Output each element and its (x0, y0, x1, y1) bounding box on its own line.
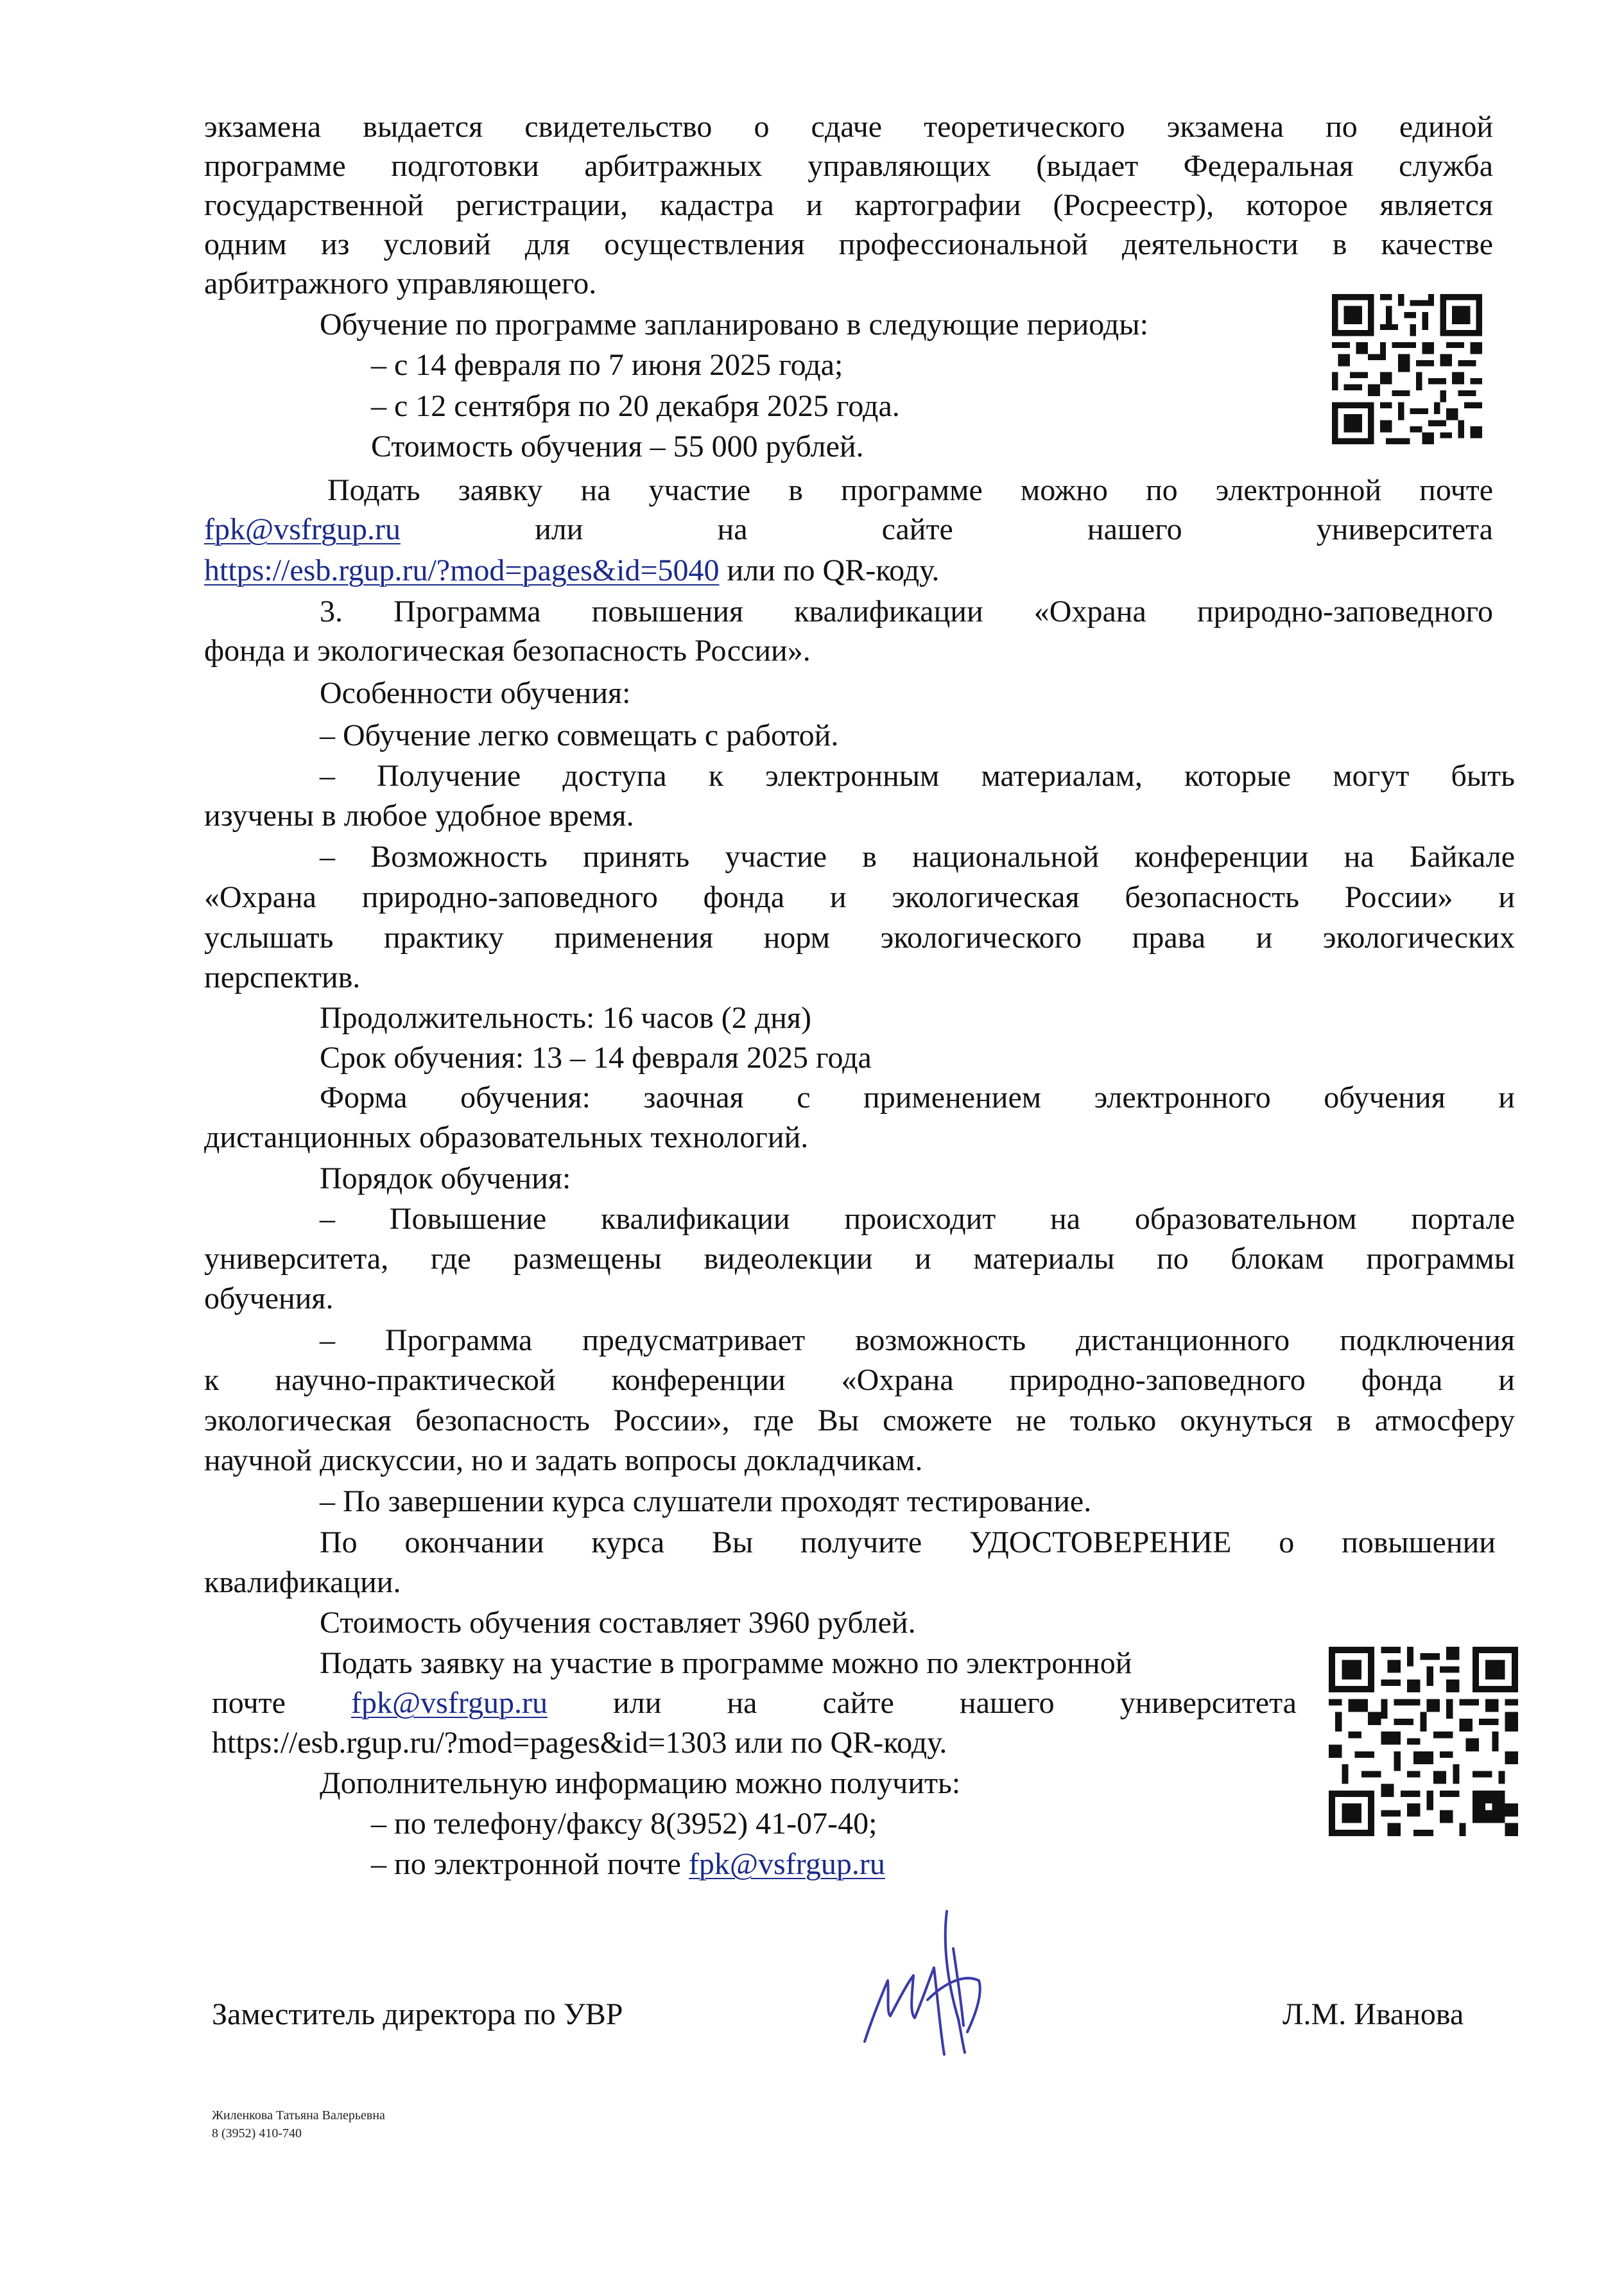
apply-word: на (727, 1686, 757, 1720)
form: Форма обучения: заочная с применением электронного обучения и (320, 1081, 1515, 1115)
program-title: 3. Программа повышения квалификации «Охрана природно-заповедного (320, 595, 1493, 629)
qr-code-icon[interactable] (1329, 1647, 1518, 1836)
program-cost: Стоимость обучения составляет 3960 рублей. (320, 1606, 916, 1640)
apply-word: или (535, 512, 583, 546)
apply-tail: или по QR-коду. (719, 553, 940, 587)
contact-email-prefix: – по электронной почте (371, 1847, 689, 1881)
program-title: фонда и экологическая безопасность России». (204, 634, 811, 668)
order-item: экологическая безопасность России», где Вы сможете не только окунуться в атмосферу (204, 1403, 1515, 1437)
features-heading: Особенности обучения: (320, 676, 631, 710)
order-item: – Повышение квалификации происходит на образовательном портале (320, 1202, 1515, 1236)
signatory-position: Заместитель директора по УВР (212, 1997, 623, 2031)
contact-email-line (371, 1846, 885, 1882)
apply-word: университета (1316, 512, 1493, 546)
periods-intro: Обучение по программе запланировано в следующие периоды: (320, 308, 1148, 342)
term: Срок обучения: 13 – 14 февраля 2025 года (320, 1041, 872, 1075)
qr-code-graphic (1332, 294, 1482, 444)
order-item: – По завершении курса слушатели проходят тестирование. (320, 1484, 1092, 1518)
feature-item: перспектив. (204, 960, 361, 994)
apply-line: Подать заявку на участие в программе можно по электронной (320, 1646, 1132, 1680)
apply-line: Подать заявку на участие в программе можно по электронной почте (327, 473, 1493, 507)
feature-item: – Возможность принять участие в национальной конференции на Байкале (320, 840, 1515, 874)
order-item: – Программа предусматривает возможность дистанционного подключения (320, 1323, 1515, 1357)
email-link[interactable]: fpk@vsfrgup.ru (688, 1847, 885, 1881)
order-item: научной дискуссии, но и задать вопросы докладчикам. (204, 1443, 923, 1477)
paragraph-line: программе подготовки арбитражных управляющих (выдает Федеральная служба (204, 149, 1493, 183)
paragraph-line: арбитражного управляющего. (204, 266, 597, 300)
contacts-heading: Дополнительную информацию можно получить: (320, 1766, 961, 1800)
apply-word: почте (212, 1686, 286, 1720)
signature-icon (851, 1904, 1017, 2058)
feature-item: услышать практику применения норм экологического права и экологических (204, 921, 1515, 955)
certificate: квалификации. (204, 1565, 401, 1599)
email-link[interactable]: fpk@vsfrgup.ru (204, 512, 401, 546)
apply-word: университета (1119, 1686, 1297, 1720)
order-item: обучения. (204, 1281, 334, 1315)
qr-code-icon[interactable] (1332, 294, 1482, 444)
feature-item: изучены в любое удобное время. (204, 799, 634, 833)
apply-word: сайте (881, 512, 953, 546)
order-heading: Порядок обучения: (320, 1161, 571, 1195)
qr-code-graphic (1329, 1647, 1518, 1836)
program-cost: Стоимость обучения – 55 000 рублей. (371, 430, 864, 464)
executor-name: Жиленкова Татьяна Валерьевна (212, 2108, 385, 2122)
paragraph-line: экзамена выдается свидетельство о сдаче теоретического экзамена по единой (204, 110, 1493, 144)
feature-item: – Обучение легко совмещать с работой. (320, 718, 839, 752)
apply-line (212, 1685, 1297, 1721)
form: дистанционных образовательных технологий. (204, 1120, 809, 1154)
executor-phone: 8 (3952) 410-740 (212, 2126, 302, 2140)
paragraph-line: государственной регистрации, кадастра и картографии (Росреестр), которое является (204, 188, 1493, 222)
order-item: к научно-практической конференции «Охрана природно-заповедного фонда и (204, 1363, 1515, 1397)
paragraph-line: одним из условий для осуществления профессиональной деятельности в качестве (204, 227, 1493, 261)
duration: Продолжительность: 16 часов (2 дня) (320, 1001, 811, 1035)
apply-word: или (613, 1686, 662, 1720)
apply-word: на (717, 512, 748, 546)
apply-word: нашего (1087, 512, 1182, 546)
period-item: – с 12 сентября по 20 декабря 2025 года. (371, 389, 900, 423)
website-link[interactable]: https://esb.rgup.ru/?mod=pages&id=5040 (204, 553, 720, 587)
email-link[interactable]: fpk@vsfrgup.ru (350, 1686, 548, 1720)
signatory-name: Л.М. Иванова (1283, 1997, 1464, 2031)
apply-line (204, 512, 1493, 548)
feature-item: «Охрана природно-заповедного фонда и экологическая безопасность России» и (204, 880, 1515, 914)
order-item: университета, где размещены видеолекции и материалы по блокам программы (204, 1242, 1515, 1276)
website-link[interactable]: https://esb.rgup.ru/?mod=pages&id=1303 или по QR-коду. (212, 1726, 947, 1760)
apply-line (204, 553, 939, 589)
contact-phone: – по телефону/факсу 8(3952) 41-07-40; (371, 1807, 877, 1841)
feature-item: – Получение доступа к электронным материалам, которые могут быть (320, 759, 1515, 793)
period-item: – с 14 февраля по 7 июня 2025 года; (371, 348, 843, 382)
certificate: По окончании курса Вы получите УДОСТОВЕРЕНИЕ о повышении (320, 1525, 1496, 1559)
apply-word: сайте (822, 1686, 894, 1720)
apply-word: нашего (959, 1686, 1055, 1720)
